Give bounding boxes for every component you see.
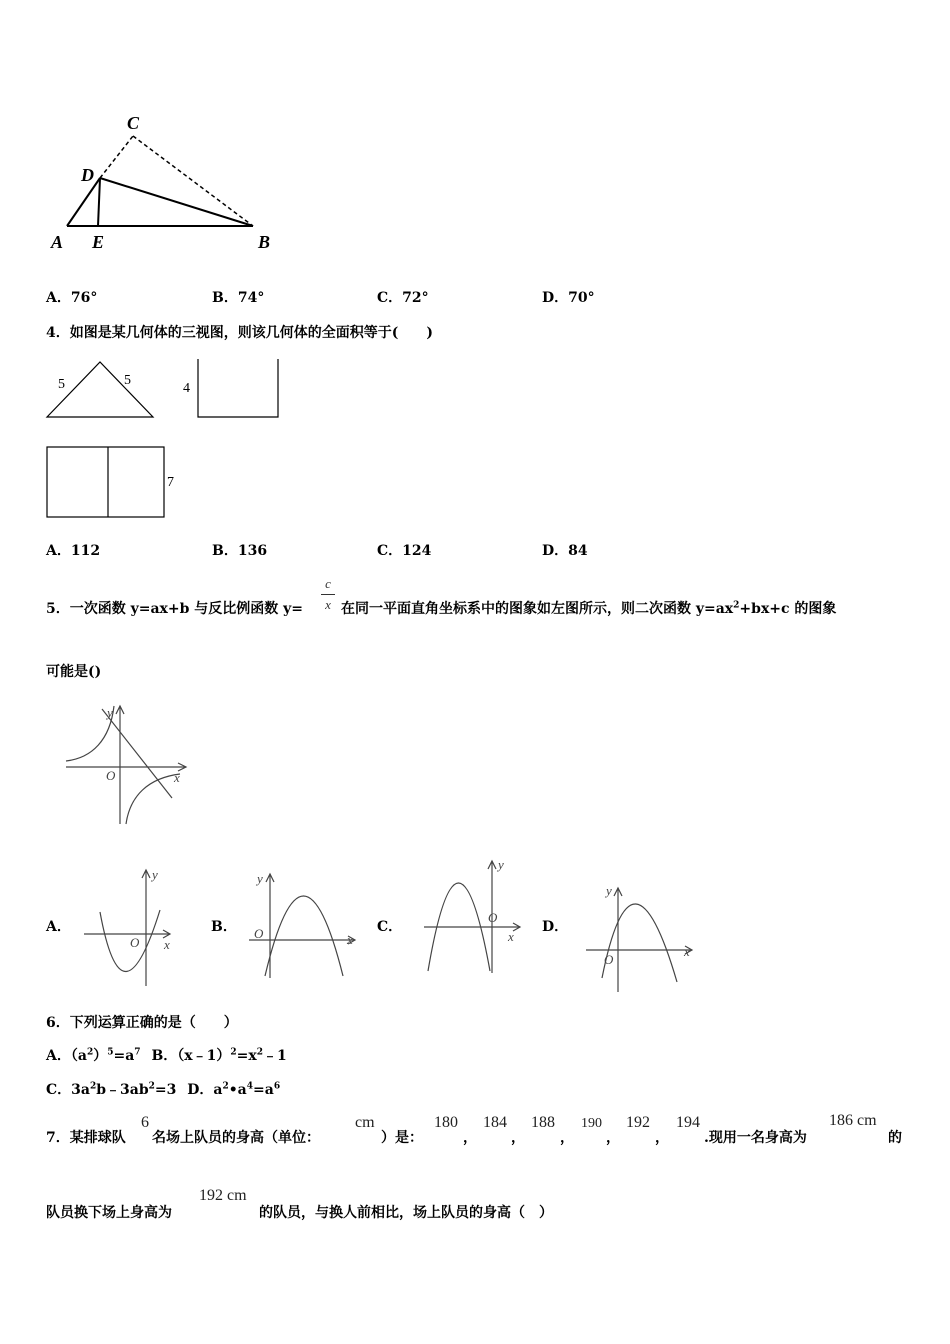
axis-label-x: x xyxy=(174,770,180,785)
q4-option-d[interactable]: D．84 xyxy=(542,543,588,559)
q6-option-a[interactable]: A．$(a^2)^5=a^7$ xyxy=(46,1047,141,1064)
q7-comma-4: ， xyxy=(606,1130,620,1146)
q7-unit: cm xyxy=(355,1114,375,1131)
label-depth: 7 xyxy=(167,475,174,490)
axis-label-y: y xyxy=(498,857,504,872)
q7-text-1: 7．某排球队 xyxy=(46,1130,126,1146)
segment-ad xyxy=(67,178,100,226)
q5-fraction-numerator: c xyxy=(325,576,331,591)
q7-height-3: 188 xyxy=(531,1114,555,1131)
axis-label-y: y xyxy=(107,705,113,720)
origin-label: O xyxy=(488,910,498,925)
label-a: A xyxy=(51,232,64,252)
q5-option-a[interactable]: A． xyxy=(46,919,71,935)
q7-comma-2: ， xyxy=(511,1130,525,1146)
q7-height-6: 194 xyxy=(676,1114,700,1131)
label-e: E xyxy=(92,232,105,252)
q7-line2-b: 的队员，与换人前相比，场上队员的身高（ ） xyxy=(259,1205,553,1221)
segment-cb-dashed xyxy=(133,136,253,226)
axis-label-x: x xyxy=(164,937,170,952)
origin-label: O xyxy=(604,952,614,967)
q7-height-186: 186 cm xyxy=(829,1112,877,1129)
q3-option-a[interactable]: A．76° xyxy=(46,290,98,306)
label-b: B xyxy=(258,232,271,252)
q3-option-d[interactable]: D．70° xyxy=(542,290,595,306)
q5-option-c[interactable]: C． xyxy=(377,919,403,935)
segment-dc-dashed xyxy=(100,136,133,178)
q7-height-1: 180 xyxy=(434,1114,458,1131)
triangle-figure xyxy=(45,110,285,260)
label-height: 4 xyxy=(183,381,190,396)
parabola xyxy=(265,896,343,976)
q5-fraction-denominator: x xyxy=(325,597,331,612)
q7-text-3: ）是： xyxy=(381,1130,423,1146)
q7-text-5: 的 xyxy=(888,1130,902,1146)
q6-option-b[interactable]: B．$(x﹣1)^2=x^2﹣1$ xyxy=(151,1047,287,1064)
three-view-figure xyxy=(40,355,290,525)
side-view-rect xyxy=(198,359,278,417)
q7-height-192: 192 cm xyxy=(199,1187,247,1204)
top-view-rect xyxy=(47,447,164,517)
origin-label: O xyxy=(130,935,140,950)
linear-line xyxy=(102,709,172,798)
q5-graph-a xyxy=(82,862,182,992)
label-d: D xyxy=(81,165,94,185)
q5-graph-b xyxy=(245,866,360,986)
q7-height-4: 190 xyxy=(581,1116,602,1131)
q6-stem: 6．下列运算正确的是（ ） xyxy=(46,1015,238,1031)
q5-graph-c xyxy=(420,855,530,980)
q7-height-2: 184 xyxy=(483,1114,507,1131)
q7-height-5: 192 xyxy=(626,1114,650,1131)
q7-comma-3: ， xyxy=(560,1130,574,1146)
axis-label-y: y xyxy=(606,883,612,898)
q3-option-c[interactable]: C．72° xyxy=(377,290,429,306)
q4-option-a[interactable]: A．112 xyxy=(46,543,101,559)
q5-fraction xyxy=(320,576,336,613)
q4-option-c[interactable]: C．124 xyxy=(377,543,432,559)
origin-label: O xyxy=(254,926,264,941)
q7-comma-1: ， xyxy=(463,1130,477,1146)
q4-option-b[interactable]: B．136 xyxy=(212,543,268,559)
q7-line2-a: 队员换下场上身高为 xyxy=(46,1205,172,1221)
segment-db xyxy=(100,178,253,226)
q5-graph-d xyxy=(582,882,697,997)
q3-option-b[interactable]: B．74° xyxy=(212,290,265,306)
axis-label-x: x xyxy=(684,944,690,959)
q5-stem-part1: 5．一次函数 y=ax+b 与反比例函数 y= xyxy=(46,601,304,617)
q6-options-row1 xyxy=(46,1045,287,1065)
parabola xyxy=(602,904,677,982)
q6-option-d[interactable]: D．$a^2•a^4=a^6$ xyxy=(187,1081,281,1098)
q7-text-2: 名场上队员的身高（单位： xyxy=(152,1130,320,1146)
axis-label-y: y xyxy=(257,871,263,886)
q5-main-graph xyxy=(62,700,197,830)
q6-option-c[interactable]: C．$3a^2b﹣3ab^2=3$ xyxy=(46,1081,177,1098)
q4-stem: 4．如图是某几何体的三视图，则该几何体的全面积等于( ) xyxy=(46,325,433,341)
hyperbola-lower-branch xyxy=(126,774,180,824)
q6-options-row2 xyxy=(46,1079,280,1099)
q7-comma-5: ， xyxy=(655,1130,669,1146)
label-right-side: 5 xyxy=(124,373,131,388)
q5-option-d[interactable]: D． xyxy=(542,919,569,935)
label-c: C xyxy=(127,113,140,133)
axis-label-x: x xyxy=(508,929,514,944)
q5-fraction-bar xyxy=(321,594,335,595)
q5-stem-part2: 在同一平面直角坐标系中的图象如左图所示，则二次函数 $y=ax^2+bx+c$ 的图象 xyxy=(341,600,837,617)
axis-label-y: y xyxy=(152,867,158,882)
origin-label: O xyxy=(106,768,116,783)
q7-text-4: .现用一名身高为 xyxy=(704,1130,807,1146)
q5-stem-line2: 可能是() xyxy=(46,664,102,680)
axis-label-x: x xyxy=(347,932,353,947)
q7-count: 6 xyxy=(141,1114,149,1131)
segment-de xyxy=(98,178,100,226)
q5-option-b[interactable]: B． xyxy=(211,919,237,935)
label-left-side: 5 xyxy=(58,377,65,392)
